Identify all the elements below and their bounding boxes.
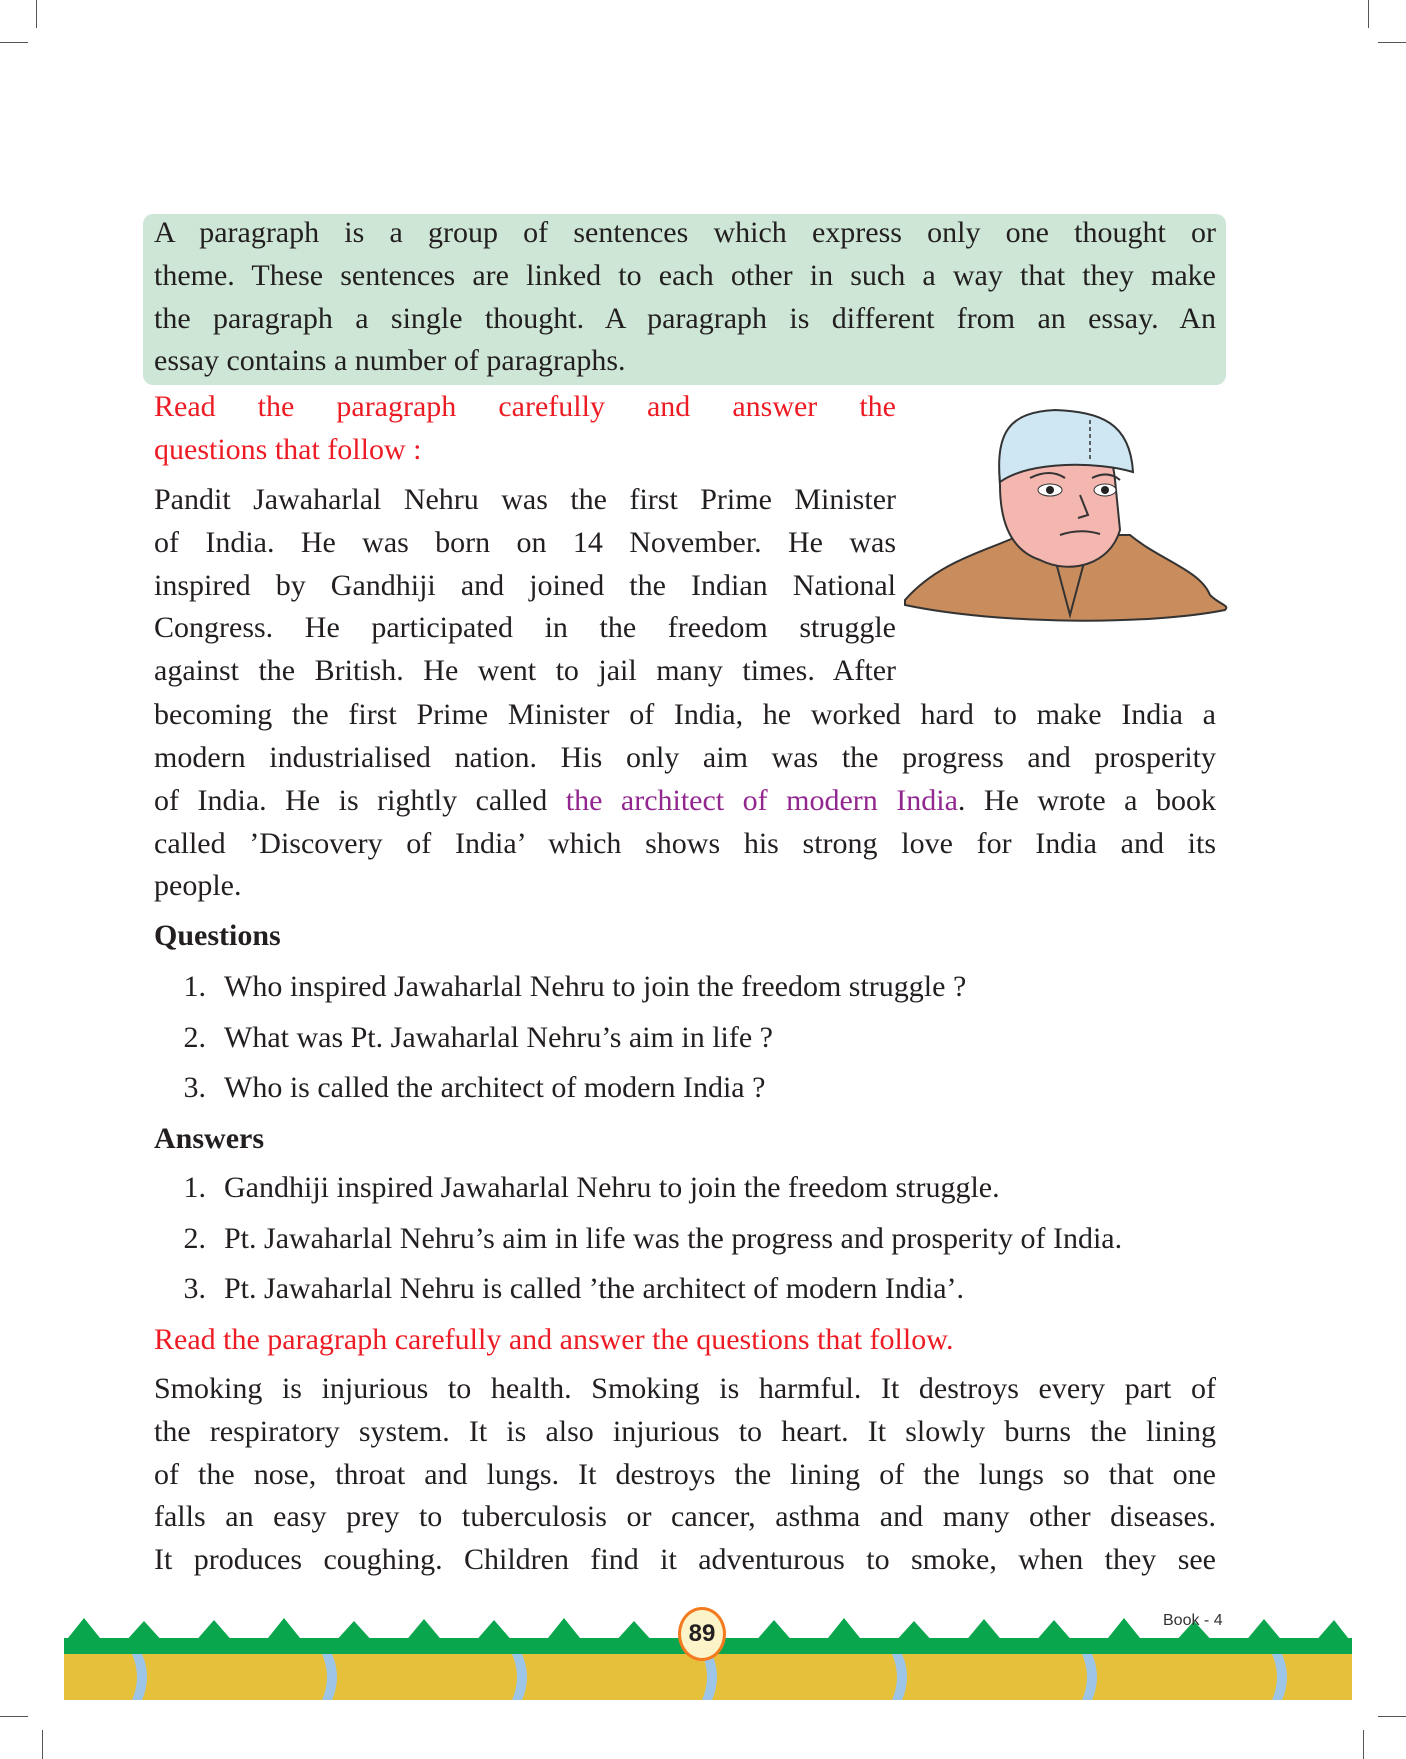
question-number: 1. (183, 970, 206, 1003)
answer-number: 1. (183, 1171, 206, 1204)
passage-line: against the British. He went to jail many times. After (154, 654, 896, 687)
passage-line: inspired by Gandhiji and joined the Indian National (154, 569, 896, 602)
book-label: Book - 4 (1163, 1612, 1223, 1629)
crop-mark (0, 1716, 28, 1717)
passage-line: Pandit Jawaharlal Nehru was the first Prime Minister (154, 483, 896, 516)
question-item (154, 966, 966, 1008)
passage-line: of the nose, throat and lungs. It destroys the lining of the lungs so that one (154, 1458, 1216, 1491)
passage-line: of India. He was born on 14 November. He was (154, 526, 896, 559)
passage-line: Congress. He participated in the freedom struggle (154, 611, 896, 644)
instruction-line: questions that follow : (154, 433, 422, 466)
nehru-portrait-illustration (900, 400, 1235, 700)
instruction-line: Read the paragraph carefully and answer the questions that follow. (154, 1323, 954, 1356)
question-number: 3. (183, 1071, 206, 1104)
passage-text: . He wrote a book (957, 784, 1216, 817)
passage-line: modern industrialised nation. His only aim was the progress and prosperity (154, 741, 1216, 774)
answer-number: 3. (183, 1272, 206, 1305)
question-text: Who is called the architect of modern India ? (224, 1071, 766, 1104)
highlighted-phrase: the architect of modern India (565, 784, 958, 817)
answer-item (154, 1268, 964, 1310)
definition-line: essay contains a number of paragraphs. (154, 344, 626, 377)
questions-heading: Questions (154, 919, 281, 952)
passage-line: becoming the first Prime Minister of India, he worked hard to make India a (154, 698, 1216, 731)
crop-mark (1378, 42, 1406, 43)
crop-mark (42, 1730, 43, 1759)
passage-text: of India. He is rightly called (154, 784, 566, 817)
passage-line (154, 780, 1216, 822)
question-item (154, 1017, 773, 1059)
crop-mark (0, 42, 28, 43)
page-number-badge: 89 (678, 1607, 726, 1661)
question-text: What was Pt. Jawaharlal Nehru’s aim in life ? (224, 1021, 773, 1054)
crop-mark (1368, 0, 1369, 28)
answer-text: Pt. Jawaharlal Nehru is called ’the architect of modern India’. (224, 1272, 964, 1305)
question-number: 2. (183, 1021, 206, 1054)
answers-heading: Answers (154, 1122, 264, 1155)
answer-number: 2. (183, 1222, 206, 1255)
crop-mark (1378, 1716, 1406, 1717)
definition-line: theme. These sentences are linked to each other in such a way that they make (154, 259, 1216, 292)
answer-item (154, 1167, 1000, 1209)
definition-line: A paragraph is a group of sentences which express only one thought or (154, 216, 1216, 249)
passage-line: called ’Discovery of India’ which shows his strong love for India and its (154, 827, 1216, 860)
passage-line: falls an easy prey to tuberculosis or cancer, asthma and many other diseases. (154, 1500, 1216, 1533)
question-item (154, 1067, 765, 1109)
crop-mark (36, 0, 37, 28)
answer-text: Pt. Jawaharlal Nehru’s aim in life was the progress and prosperity of India. (224, 1222, 1123, 1255)
passage-line: Smoking is injurious to health. Smoking is harmful. It destroys every part of (154, 1372, 1216, 1405)
answer-item (154, 1218, 1122, 1260)
passage-line: the respiratory system. It is also injurious to heart. It slowly burns the lining (154, 1415, 1216, 1448)
passage-line: It produces coughing. Children find it adventurous to smoke, when they see (154, 1543, 1216, 1576)
definition-line: the paragraph a single thought. A paragraph is different from an essay. An (154, 302, 1216, 335)
passage-line: people. (154, 869, 242, 902)
crop-mark (1363, 1730, 1364, 1759)
question-text: Who inspired Jawaharlal Nehru to join the freedom struggle ? (224, 970, 967, 1003)
answer-text: Gandhiji inspired Jawaharlal Nehru to join the freedom struggle. (224, 1171, 1000, 1204)
instruction-line: Read the paragraph carefully and answer the (154, 390, 896, 423)
